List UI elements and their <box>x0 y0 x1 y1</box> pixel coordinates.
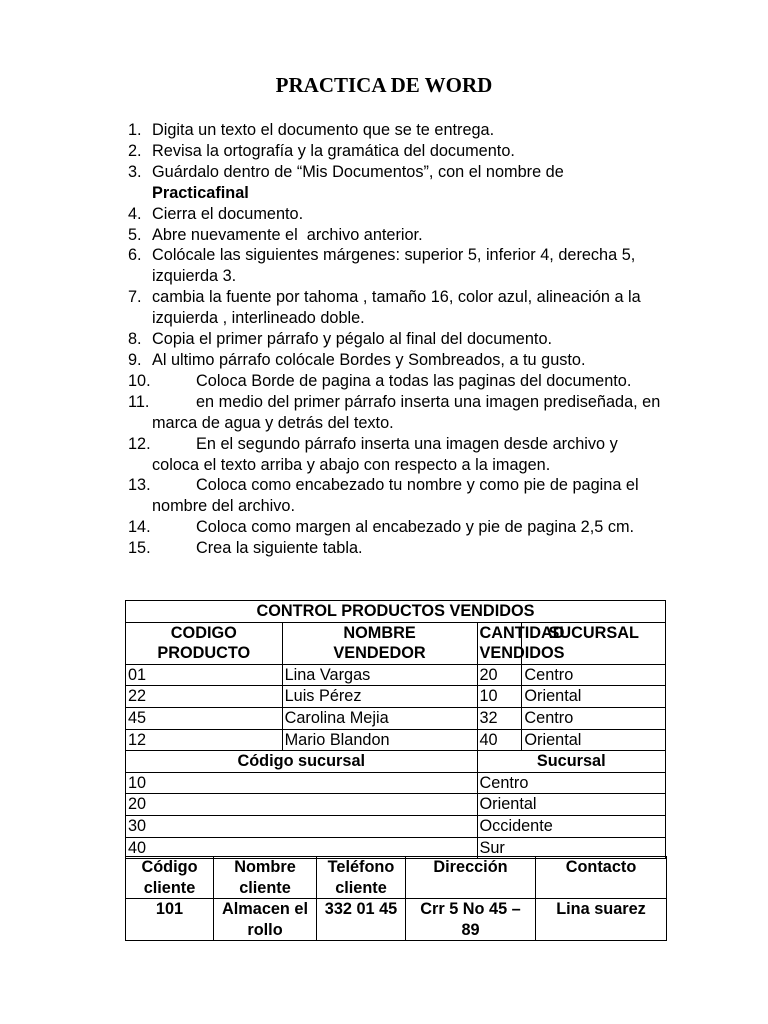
item-number: 10. <box>128 371 151 390</box>
header-line: Código <box>141 858 198 876</box>
item-text: Guárdalo dentro de “Mis Documentos”, con el nombre de <box>152 162 564 181</box>
header-cell <box>126 622 283 664</box>
clients-table <box>125 856 667 941</box>
header-line: CANTIDAD <box>479 623 565 642</box>
list-item <box>128 392 668 434</box>
list-item <box>128 538 668 559</box>
item-text: Coloca como margen al encabezado y pie de pagina 2,5 cm. <box>196 518 635 537</box>
table-row <box>126 815 666 837</box>
header-line: VENDIDOS <box>479 644 565 663</box>
file-name-bold: Practicafinal <box>152 183 249 202</box>
list-item <box>128 475 668 517</box>
table-cell: 01 <box>126 664 283 686</box>
cell-line: 89 <box>461 920 480 939</box>
item-text: Crea la siguiente tabla. <box>196 539 363 558</box>
cell-line: rollo <box>247 920 283 939</box>
document-title: PRACTICA DE WORD <box>275 73 493 97</box>
cell-line: 101 <box>155 900 184 919</box>
table-cell: 32 <box>477 707 522 729</box>
table-cell: Oriental <box>522 729 666 751</box>
instruction-list <box>128 120 668 559</box>
item-text: En el segundo párrafo inserta una imagen desde archivo y coloca el texto arriba y abajo con respecto a la imagen. <box>152 434 618 474</box>
table-cell: 20 <box>126 794 478 816</box>
table-cell: Luis Pérez <box>282 686 477 708</box>
cell-line: 332 01 45 <box>324 900 398 919</box>
table-row <box>126 707 666 729</box>
item-text: cambia la fuente por tahoma , tamaño 16, color azul, alineación a la izquierda , interlineado doble. <box>152 288 641 328</box>
item-text: Colócale las siguientes márgenes: superior 5, inferior 4, derecha 5, izquierda 3. <box>152 246 636 286</box>
table-cell <box>214 899 317 941</box>
item-number: 13. <box>128 476 151 495</box>
list-item <box>128 225 668 246</box>
item-text: Cierra el documento. <box>152 204 304 223</box>
list-item <box>128 245 668 287</box>
item-number: 11. <box>128 392 150 411</box>
item-number: 8. <box>128 330 142 349</box>
header-line: Nombre <box>234 858 296 876</box>
item-number: 3. <box>128 162 142 181</box>
list-item <box>128 434 668 476</box>
client-row <box>126 899 667 941</box>
header-line: Contacto <box>565 858 637 876</box>
table-cell: 40 <box>126 837 478 859</box>
item-number: 5. <box>128 225 142 244</box>
item-text: Copia el primer párrafo y pégalo al final del documento. <box>152 330 553 349</box>
table-cell: Lina Vargas <box>282 664 477 686</box>
client-header-row <box>126 857 667 899</box>
products-table <box>125 600 666 859</box>
table-cell <box>317 899 406 941</box>
header-cell: Sucursal <box>477 751 666 773</box>
header-cell <box>126 857 214 899</box>
header-cell: Código sucursal <box>126 751 478 773</box>
item-number: 6. <box>128 246 142 265</box>
header-cell <box>406 857 536 899</box>
table-cell: Oriental <box>477 794 666 816</box>
header-line: Teléfono <box>327 858 395 876</box>
table-cell: 20 <box>477 664 522 686</box>
branch-header-row <box>126 751 666 773</box>
item-number: 14. <box>128 518 151 537</box>
header-line: PRODUCTO <box>157 644 251 663</box>
table-row <box>126 772 666 794</box>
table-title-row <box>126 601 666 623</box>
table-cell <box>536 899 667 941</box>
cell-line: Crr 5 No 45 – <box>420 900 521 919</box>
item-text: en medio del primer párrafo inserta una imagen prediseñada, en marca de agua y detrás del texto. <box>152 392 661 432</box>
table-cell: 30 <box>126 815 478 837</box>
table-cell: 12 <box>126 729 283 751</box>
header-line: VENDEDOR <box>333 644 426 663</box>
table-cell: 22 <box>126 686 283 708</box>
header-line: SUCURSAL <box>548 623 639 642</box>
table-cell: Centro <box>522 707 666 729</box>
header-line: Dirección <box>433 858 508 876</box>
table-row <box>126 794 666 816</box>
cell-line: Lina suarez <box>556 900 646 919</box>
item-text: Revisa la ortografía y la gramática del documento. <box>152 141 515 160</box>
header-line: cliente <box>239 878 291 897</box>
item-text: Coloca Borde de pagina a todas las paginas del documento. <box>196 371 632 390</box>
item-text: Digita un texto el documento que se te entrega. <box>152 121 495 139</box>
header-cell <box>536 857 667 899</box>
header-line: cliente <box>143 878 196 897</box>
table-row <box>126 729 666 751</box>
list-item <box>128 141 668 162</box>
list-item <box>128 517 668 538</box>
list-item <box>128 287 668 329</box>
table-cell: Centro <box>522 664 666 686</box>
table-cell: Oriental <box>522 686 666 708</box>
list-item <box>128 329 668 350</box>
list-item <box>128 204 668 225</box>
list-item <box>128 162 668 204</box>
table-cell: Carolina Mejia <box>282 707 477 729</box>
header-line: NOMBRE <box>343 623 416 642</box>
table-row <box>126 664 666 686</box>
table-cell: Centro <box>477 772 666 794</box>
table-cell <box>406 899 536 941</box>
table-cell <box>126 899 214 941</box>
table-cell: 10 <box>477 686 522 708</box>
table-cell: 40 <box>477 729 522 751</box>
item-number: 7. <box>128 288 142 307</box>
cell-line: Almacen el <box>222 900 308 919</box>
header-cell <box>214 857 317 899</box>
table-header-row <box>126 622 666 664</box>
table-row <box>126 686 666 708</box>
header-cell <box>477 622 565 664</box>
table-cell: Occidente <box>477 815 666 837</box>
list-item <box>128 120 668 141</box>
list-item <box>128 371 668 392</box>
table-cell: 10 <box>126 772 478 794</box>
table-cell: 45 <box>126 707 283 729</box>
item-number: 4. <box>128 204 142 223</box>
table-cell: Mario Blandon <box>282 729 477 751</box>
item-number: 9. <box>128 350 142 369</box>
header-line: cliente <box>335 878 387 897</box>
item-number: 1. <box>128 121 142 139</box>
table-title: CONTROL PRODUCTOS VENDIDOS <box>126 601 666 623</box>
item-text: Coloca como encabezado tu nombre y como pie de pagina el nombre del archivo. <box>152 476 639 516</box>
header-cell <box>317 857 406 899</box>
item-text: Al ultimo párrafo colócale Bordes y Sombreados, a tu gusto. <box>152 350 586 369</box>
header-line: CODIGO <box>170 623 237 642</box>
item-number: 2. <box>128 141 142 160</box>
list-item <box>128 350 668 371</box>
item-number: 12. <box>128 434 151 453</box>
item-text: Abre nuevamente el archivo anterior. <box>152 225 423 244</box>
table-cell: Sur <box>477 837 666 859</box>
header-cell <box>282 622 477 664</box>
item-number: 15. <box>128 539 151 558</box>
